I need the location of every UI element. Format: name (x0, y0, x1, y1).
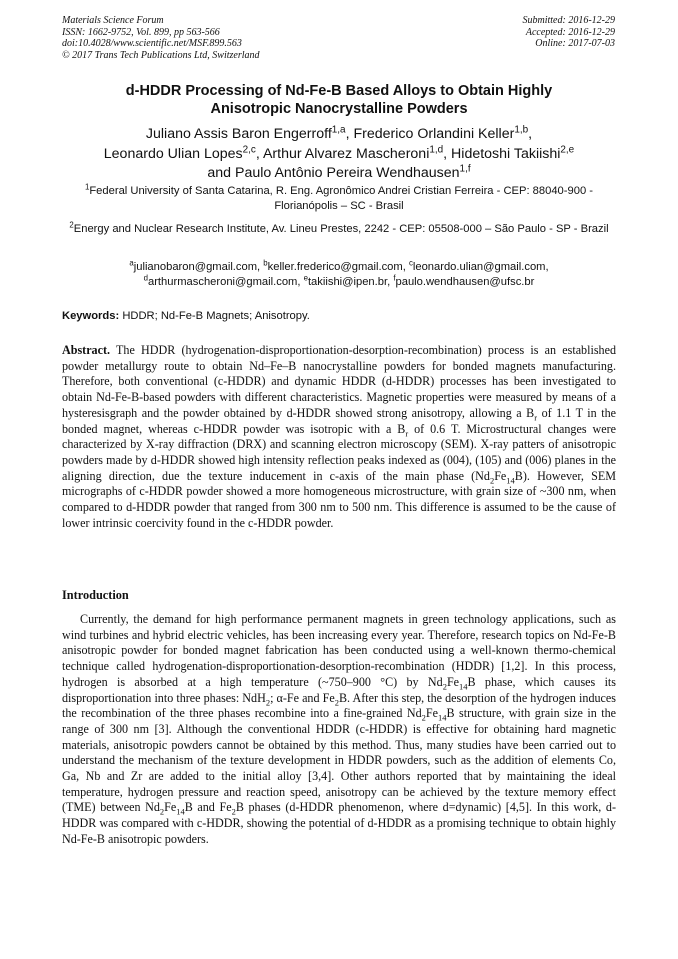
affiliation-2 (62, 222, 616, 237)
author-affiliation-mark: 1,a (331, 124, 346, 136)
abstract: Abstract. The HDDR (hydrogenation-disproportionation-desorption-recombination) process is an established powder metallurgy route to obtain Nd–Fe–B nanocrystalline powders for bonded magnets manufacturing. Therefore, both conventional (c-HDDR) and dynamic HDDR (d-HDDR) processes has been investigated to obtain Nd-Fe-B-based powders with different characteristics. Magnetic properties were measured by means of a hysteresisgraph and the powder obtained by d-HDDR showed strong anisotropy, allowing a $B_r$ of 1.1 T in the bonded magnet, whereas c-HDDR powder was isotropic with a $B_r$ of 0.6 T. Microstructural changes were characterized by X-ray diffraction (DRX) and scanning electron microscopy (SEM). X-ray patters of anisotropic powders made by d-HDDR showed high intensity reflection peaks indexed as (004), (105) and (006) planes in the aligning direction, due the texture inducement in c-axis of the main phase $(Nd_2Fe_{14}B)$. However, SEM micrographs of c-HDDR powder showed a more homogeneous microstructure, with grain size of ~300 nm, when compared to d-HDDR powder that ranged from 300 nm to 500 nm. This difference is assumed to be the cause of lower intrinsic coercivity found in the c-HDDR powder. (62, 343, 616, 530)
author-name: and Paulo Antônio Pereira Wendhausen (207, 165, 460, 181)
paper-title (62, 82, 616, 118)
email-address[interactable]: leonardo.ulian@gmail.com, (412, 261, 549, 273)
accepted-date: Accepted: 2016-12-29 (525, 26, 615, 38)
title-line-1: d-HDDR Processing of Nd-Fe-B Based Alloys to Obtain Highly (125, 83, 553, 99)
author-line-2: Leonardo Ulian Lopes$^{2,c}$, Arthur Alvarez Mascheroni$^{1,d}$, Hidetoshi Takiishi$^{2,e}$ (103, 143, 575, 162)
author-line-1: Juliano Assis Baron Engerroff$^{1,a}$, Frederico Orlandini Keller$^{1,b}$, (145, 124, 533, 142)
section-heading-introduction: Introduction (62, 588, 129, 602)
author-affiliation-mark: 1,f (459, 163, 471, 175)
copyright-line: © 2017 Trans Tech Publications Ltd, Switzerland (62, 49, 260, 61)
title-line-2: Anisotropic Nanocrystalline Powders (210, 101, 468, 117)
author-name: Leonardo Ulian Lopes (103, 145, 243, 162)
affiliation-number: 2 (69, 220, 74, 230)
keywords-label: Keywords: (62, 310, 120, 322)
email-address[interactable]: takiishi@ipen.br, (307, 276, 394, 288)
author-affiliation-mark: 1,d (429, 143, 444, 155)
affiliation-number: 1 (84, 182, 90, 192)
author-emails (62, 260, 616, 290)
issn-line: ISSN: 1662-9752, Vol. 899, pp 563-566 (62, 26, 220, 38)
email-line-2: $^d$arthurmascheroni@gmail.com, $^e$takiishi@ipen.br, $^f$paulo.wendhausen@ufsc.br (143, 273, 535, 288)
email-address[interactable]: keller.frederico@gmail.com, (267, 261, 409, 273)
keywords (62, 309, 616, 324)
affiliation-text: Federal University of Santa Catarina, R. Eng. Agronômico Andrei Cristian Ferreira - CEP: 88040-900 - Florianópolis – SC - Brasil (89, 185, 594, 212)
author-name: Frederico Orlandini Keller (353, 126, 515, 142)
author-line-3 (62, 164, 616, 184)
dates-header (523, 15, 616, 50)
author-name: Arthur Alvarez Mascheroni (262, 145, 430, 162)
journal-name: Materials Science Forum (62, 15, 164, 26)
affiliation-text: Energy and Nuclear Research Institute, Av. Lineu Prestes, 2242 - CEP: 05508-000 – São Paulo - SP - Brazil (73, 223, 609, 235)
online-date: Online: 2017-07-03 (535, 38, 615, 49)
affiliation-1 (62, 184, 616, 214)
introduction-paragraph: Currently, the demand for high performance permanent magnets in green technology applications, such as wind turbines and hybrid electric vehicles, has been increasing every year. Therefore, research topics on Nd-Fe-B anisotropic powder for bonded magnet fabrication has been conducted using a well-known thermo-chemical technique called hydrogenation-disproportionation-desorption-recombination (HDDR) [1,2]. In this process, hydrogen is absorbed at a high temperature (~750–900 °C) by $Nd_2Fe_{14}B$ phase, which causes its disproportionation into three phases: NdH$_2$; α-Fe and $Fe_2B$. After this step, the desorption of the hydrogen induces the recombination of the three phases recombine into a fine-grained $Nd_2Fe_{14}B$ structure, with grain size in the range of 300 nm [3]. Although the conventional HDDR (c-HDDR) is effective for obtaining hard magnetic materials, anisotropic powders cannot be obtained by this method. Thus, many studies have been carried out to understand the mechanism of the texture development in HDDR powders, such as the addition of elements Co, Ga, Nb and Zr are added to the initial alloy [3,4]. Other authors reported that by maintaining the ideal temperature, hydrogen pressure and reaction speed, anisotropy can be achieved by the texture memory effect (TME) between $Nd_2Fe_{14}B$ and $Fe_2B$ phases (d-HDDR phenomenon, where d=dynamic) [4,5]. In this work, d-HDDR was compared with c-HDDR, showing the potential of d-HDDR as a promising technique to obtain highly Nd-Fe-B anisotropic powders. (62, 612, 617, 846)
email-address[interactable]: arthurmascheroni@gmail.com, (147, 276, 304, 288)
abstract-label: Abstract. (62, 343, 111, 357)
author-affiliation-mark: 2,e (560, 143, 575, 155)
email-line-1: $^a$julianobaron@gmail.com, $^b$keller.frederico@gmail.com, $^c$leonardo.ulian@gmail.com, (129, 258, 549, 273)
keywords-text: HDDR; Nd-Fe-B Magnets; Anisotropy. (122, 310, 310, 322)
author-name: Hidetoshi Takiishi (451, 145, 561, 162)
email-address[interactable]: julianobaron@gmail.com, (133, 261, 264, 273)
doi-line[interactable]: doi:10.4028/www.scientific.net/MSF.899.563 (62, 38, 242, 49)
journal-header (62, 15, 260, 61)
author-list (62, 125, 616, 184)
email-address[interactable]: paulo.wendhausen@ufsc.br (395, 276, 535, 288)
author-name: Juliano Assis Baron Engerroff (145, 126, 332, 142)
author-affiliation-mark: 1,b (514, 124, 529, 136)
author-affiliation-mark: 2,c (242, 143, 256, 155)
submitted-date: Submitted: 2016-12-29 (522, 15, 615, 26)
